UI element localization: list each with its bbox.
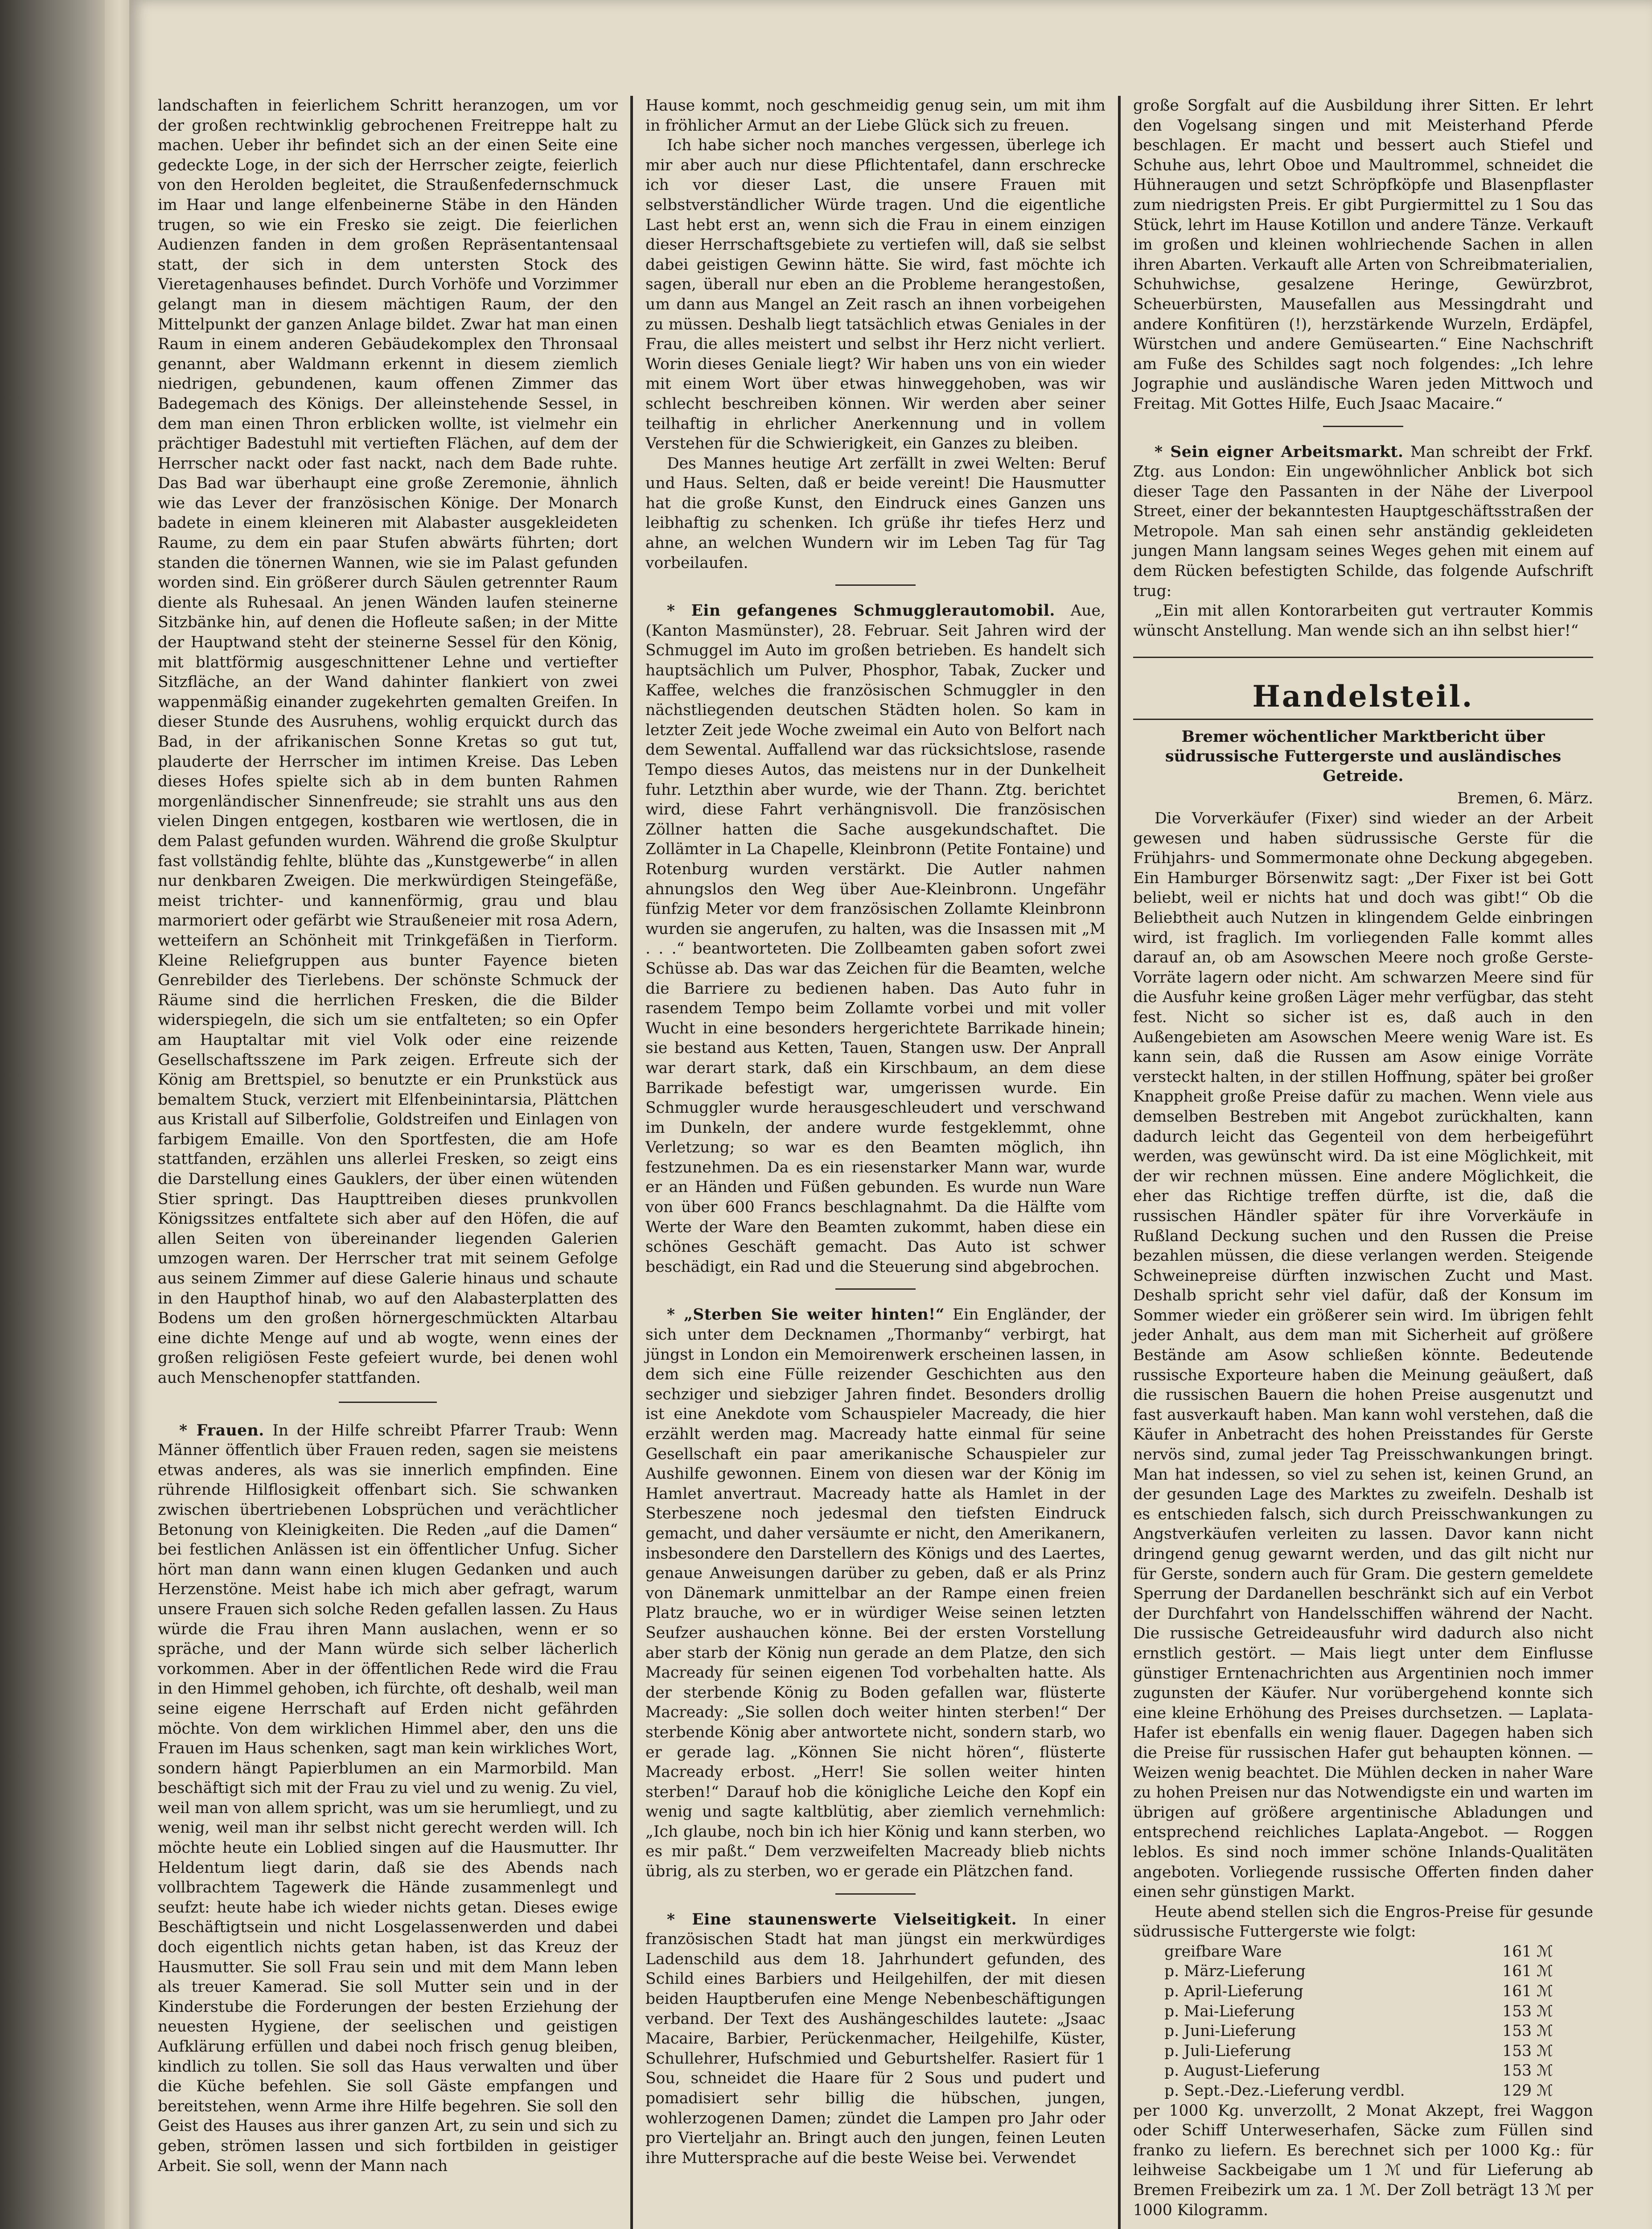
price-row: p. März-Lieferung 161 ℳ bbox=[1164, 1962, 1553, 1981]
handelsteil-heading: Handelsteil. bbox=[1252, 679, 1474, 714]
arbeitsmarkt-quote: „Ein mit allen Kontorarbeiten gut vertrauter Kommis wünscht Anstellung. Man wende sich an ihn selbst hier!“ bbox=[1133, 602, 1593, 640]
marktbericht-title: Bremer wöchentlicher Marktbericht über südrussische Futtergerste und ausländisches Getreide. bbox=[1165, 728, 1562, 785]
price-intro: Heute abend stellen sich die Engros-Preise für gesunde südrussische Futtergerste wie folgt: bbox=[1133, 1903, 1593, 1941]
sterben-article: * „Sterben Sie weiter hinten!“ Ein Engländer, der sich unter dem Decknamen „Thormanby“ verbirgt, hat jüngst in London ein Memoirenwerk erscheinen lassen, in dem sich eine Fülle reizender Geschichten aus den sechziger und siebziger Jahren findet. Besonders drollig ist eine Anekdote vom Schauspieler Macready, die hier erzählt werden mag. Macready hatte einmal für seine Gesellschaft ein paar amerikanische Schauspieler zur Aushilfe gewonnen. Einem von diesen war der König im Hamlet anvertraut. Macready hatte als Hamlet in der Sterbeszene noch jedesmal den tiefsten Eindruck gemacht, und daher versäumte er nicht, den Amerikanern, insbesondere den Darstellern des Königs und des Laertes, genaue Anweisungen darüber zu geben, daß er als Prinz von Dänemark unmittelbar an der Rampe einen freien Platz brauche, wo er in würdiger Weise seinen letzten Seufzer aushauchen könne. Bei der ersten Vorstellung aber starb der König nun gerade an dem Platze, den sich Macready für seinen eigenen Tod vorbehalten hatte. Als der sterbende König zu Boden gefallen war, flüsterte Macready: „Sie sollen doch weiter hinten sterben!“ Der sterbende König aber antwortete nicht, sondern starb, wo er gerade lag. „Können Sie nicht hören“, flüsterte Macready erbost. „Herr! Sie sollen weiter hinten sterben!“ Darauf hob die königliche Leiche den Kopf ein wenig und sagte kaltblütig, aber ziemlich vernehmlich: „Ich glaube, noch bin ich hier König und kann sterben, wo es mir paßt.“ Dem verzweifelten Macready blieb nichts übrig, als zu sterben, wo er gerade ein Plätzchen fand. bbox=[645, 1306, 1105, 1881]
price-row: p. August-Lieferung 153 ℳ bbox=[1164, 2062, 1553, 2080]
palace-article-text: landschaften in feierlichem Schritt heranzogen, um vor der großen rechtwinklig gebrochenen Freitreppe halt zu machen. Ueber ihr befindet sich an der einen Seite eine gedeckte Loge, in der sich der Herrscher zeigte, feierlich von den Herolden begleitet, die Straußenfedernschmuck im Haar und lange elfenbeinerne Stäbe in den Händen trugen, so wie ein Fresko sie zeigt. Die feierlichen Audienzen fanden in dem großen Repräsentantensaal statt, der sich in dem untersten Stock des Vieretagenhauses befindet. Durch Vorhöfe und Vorzimmer gelangt man in diesem mächtigen Raum, der den Mittelpunkt der ganzen Anlage bildet. Zwar hat man einen Raum in einem anderen Gebäudekomplex den Thronsaal genannt, aber Waldmann erkennt in diesem ziemlich niedrigen, gebundenen, kaum offenen Zimmer das Badegemach des Königs. Der alleinstehende Sessel, in dem man einen Thron erblicken wollte, ist vielmehr ein prächtiger Badestuhl mit vertieften Flächen, auf dem der Herrscher nackt oder fast nackt, nach dem Bade ruhte. Das Bad war überhaupt eine große Zeremonie, ähnlich wie das Lever der französischen Könige. Der Monarch badete in einem kleineren mit Alabaster ausgekleideten Raume, zu dem ein paar Stufen abwärts führten; dort standen die tönernen Wannen, wie sie im Palast gefunden worden sind. Ein größerer durch Säulen getrennter Raum diente als Ruhesaal. An jenen Wänden laufen steinerne Sitzbänke hin, auf denen die Hofleute saßen; in der Mitte der Hauptwand steht der steinerne Sessel für den König, mit blattförmig ausgeschnittener Lehne und vertiefter Sitzfläche, an der Wand dahinter flankiert von zwei wappenmäßig einander zugekehrten gemalten Greifen. In dieser Stunde des Ausruhens, wohlig erquickt durch das Bad, in der afrikanischen Sonne Kretas so gut tut, plauderte der Herrscher im intimen Kreise. Das Leben dieses Hofes spielte sich ab in dem bunten Rahmen morgenländischer Sinnenfreude; sie strahlt uns aus den vielen Dingen entgegen, kostbaren wie wertlosen, die in dem Palast gefunden wurden. Während die große Skulptur fast vollständig fehlte, blühte das „Kunstgewerbe“ in allen nur denkbaren Zweigen. Die merkwürdigen Steingefäße, meist trichter- und kannenförmig, grau und blau marmoriert oder gefärbt wie Straußeneier mit rosa Adern, wetteifern an Schönheit mit Trinkgefäßen in Tierform. Kleine Reliefgruppen aus bunter Fayence bieten Genrebilder des Tierlebens. Der schönste Schmuck der Räume sind die herrlichen Fresken, die die Bilder widerspiegeln, die sich um sie entfalteten; so ein Opfer am Hauptaltar mit viel Volk oder eine reizende Gesellschaftsszene im Park zeigen. Erfreute sich der König am Brettspiel, so benutzte er ein Prunkstück aus bemaltem Stuck, verziert mit Elfenbeinintarsia, Plättchen aus Kristall auf Silberfolie, Goldstreifen und Einlagen von farbigem Emaille. Von den Sportfesten, die am Hofe stattfanden, erzählen uns allerlei Fresken, so zeigt eins die Darstellung eines Gauklers, der über einen wütenden Stier springt. Das Haupttreiben dieses prunkvollen Königssitzes entfaltete sich aber auf den Höfen, die auf allen Seiten von übereinander liegenden Galerien umzogen waren. Der Herrscher trat mit seinem Gefolge aus seinem Zimmer auf diese Galerie hinaus und schaute in den Haupthof hinab, wo auf den Alabasterplatten des Bodens um den großen hörnergeschmückten Altarbau eine dichte Menge auf und ab wogte, wenn eines der großen religiösen Feste gefeiert wurde, bei denen wohl auch Menschenopfer stattfanden. bbox=[158, 97, 618, 1387]
price-row: p. Sept.-Dez.-Lieferung verdbl. 129 ℳ bbox=[1164, 2082, 1553, 2100]
schmuggler-article: * Ein gefangenes Schmugglerautomobil. Aue, (Kanton Masmünster), 28. Februar. Seit Jahren wird der Schmuggel im Auto im großen betrieben. Es handelt sich hauptsächlich um Pulver, Phosphor, Tabak, Zucker und Kaffee, welches die französischen Schmuggler in den nächstliegenden deutschen Städten holen. So kam in letzter Zeit jede Woche zweimal ein Auto von Belfort nach dem Sewental. Auffallend war das rücksichtslose, rasende Tempo dieses Autos, das meistens nur in der Dunkelheit fuhr. Letzthin aber wurde, wie der Thann. Ztg. berichtet wird, diese Fahrt verhängnisvoll. Die französischen Zöllner hatten die Sache ausgekundschaftet. Die Zollämter in La Chapelle, Kleinbronn (Petite Fontaine) und Rotenburg wurden verstärkt. Die Autler nahmen ahnungslos den Weg über Aue-Kleinbronn. Ungefähr fünfzig Meter vor dem französischen Zollamte Kleinbronn wurden sie angerufen, zu halten, was die Insassen mit „M . . .“ beantworteten. Die Zollbeamten gaben sofort zwei Schüsse ab. Das war das Zeichen für die Beamten, welche die Barriere zu bedienen haben. Das Auto fuhr in rasendem Tempo beim Zollamte vorbei und mit voller Wucht in eine besonders hergerichtete Barrikade hinein; sie bestand aus Ketten, Tauen, Stangen usw. Der Anprall war derart stark, daß ein Kirschbaum, an dem diese Barrikade befestigt war, umgerissen wurde. Ein Schmuggler wurde herausgeschleudert und verschwand im Dunkeln, der andere wurde festgeklemmt, ohne Verletzung; so war es den Beamten möglich, ihn festzunehmen. Da es ein riesenstarker Mann war, wurde er an Händen und Füßen gebunden. Es wurde nun Ware von über 600 Francs beschlagnahmt. Da die Hälfte vom Werte der Ware den Beamten zukommt, haben diese ein schönes Geschäft gemacht. Das Auto ist schwer beschädigt, ein Rad und die Steuerung sind abgebrochen. bbox=[645, 602, 1105, 1276]
dateline: Bremen, 6. März. bbox=[1457, 790, 1593, 808]
price-row: p. April-Lieferung 161 ℳ bbox=[1164, 1982, 1553, 2001]
vielseitigkeit-continued: große Sorgfalt auf die Ausbildung ihrer Sitten. Er lehrt den Vogelsang singen und mit Meisterhand Pferde beschlagen. Er macht und bessert auch Stiefel und Schuhe aus, lehrt Oboe und Maultrommel, schneidet die Hühneraugen und setzt Schröpfköpfe und Blasenpflaster zum niedrigsten Preis. Er gibt Purgiermittel zu 1 Sou das Stück, lehrt im Hause Kotillon und andere Tänze. Verkauft im großen und kleinen wohlriechende Sachen in allen ihren Abarten. Verkauft alle Arten von Schreibmaterialien, Schuhwichse, gesalzene Heringe, Gewürzbrot, Scheuerbürsten, Mausefallen aus Messingdraht und andere Konfitüren (!), herzstärkende Wurzeln, Erdäpfel, Würstchen und andere Gemüsearten.“ Eine Nachschrift am Fuße des Schildes sagt noch folgendes: „Ich lehre Jographie und ausländische Waren jeden Mittwoch und Freitag. Mit Gottes Hilfe, Euch Jsaac Macaire.“ bbox=[1133, 97, 1593, 413]
article-separator bbox=[835, 584, 916, 586]
previous-page-edge bbox=[105, 0, 129, 2229]
marktbericht-text: Die Vorverkäufer (Fixer) sind wieder an der Arbeit gewesen und haben südrussische Gerste für die Frühjahrs- und Sommermonate ohne Deckung abgegeben. Ein Hamburger Börsenwitz sagt: „Der Fixer ist bei Gott beliebt, weil er nichts hat und doch was gibt!“ Ob die Beliebtheit auch Nutzen in klingendem Gelde einbringen wird, ist fraglich. Im vorliegenden Falle kommt alles darauf an, ob am Asowschen Meere noch große Gerste-Vorräte lagern oder nicht. Am schwarzen Meere sind für die Ausfuhr keine großen Läger mehr verfügbar, das steht fest. Nicht so sicher ist es, daß auch in den Außengebieten am Asowschen Meere wenig Ware ist. Es kann sein, daß die Russen am Asow einige Vorräte versteckt halten, in der stillen Hoffnung, später bei großer Knappheit große Preise dafür zu machen. Wenn viele aus demselben Bestreben mit Angebot zurückhalten, kann dadurch leicht das Gegenteil von dem herbeigeführt werden, was gewünscht wird. Da ist eine Möglichkeit, mit der wir rechnen müssen. Eine andere Möglichkeit, die eher das Richtige treffen dürfte, ist die, daß die russischen Händler später für ihre Vorverkäufe in Rußland Deckung suchen und den Russen die Preise bezahlen müssen, die diese verlangen werden. Steigende Schweinepreise dürften inzwischen Zucht und Mast. Deshalb spricht sehr viel dafür, daß der Konsum im Sommer wieder ein größerer sein wird. Im übrigen fehlt jeder Anhalt, aus dem man mit Sicherheit auf größere Bestände am Asow schließen könnte. Bedeutende russische Exporteure haben die Meinung geäußert, daß die russischen Bauern die hohen Preise ausgenutzt und fast ausverkauft haben. Man kann wohl verstehen, daß die Käufer in Anbetracht des hohen Preisstandes für Gerste nervös sind, zumal jeder Tag Preisschwankungen bringt. Man hat indessen, so viel zu sehen ist, keinen Grund, an der gesunden Lage des Marktes zu zweifeln. Deshalb ist es entschieden falsch, sich durch Preisschwankungen zu Angstverkäufen verleiten zu lassen. Davor kann nicht dringend genug gewarnt werden, und das gilt nicht nur für Gerste, sondern auch für Gram. Die gestern gemeldete Sperrung der Dardanellen beschränkt sich auf ein Verbot der Durchfahrt von Handelsschiffen während der Nacht. Die russische Getreideausfuhr wird dadurch also nicht ernstlich gestört. — Mais liegt unter dem Einflusse günstiger Erntenachrichten aus Argentinien noch immer zugunsten der Käufer. Nur vorübergehend konnte sich eine kleine Erhöhung des Preises durchsetzen. — Laplata-Hafer ist ebenfalls ein wenig flauer. Dagegen haben sich die Preise für russischen Hafer gut behaupten können. — Weizen wenig beachtet. Die Mühlen decken in naher Ware zu hohen Preisen nur das Notwendigste ein und warten im übrigen auf größere argentinische Abladungen und entsprechend reichliches Laplata-Angebot. — Roggen leblos. Es sind noch immer schöne Inlands-Qualitäten angeboten. Vorliegende russische Offerten finden daher einen sehr günstigen Markt. bbox=[1133, 810, 1593, 1901]
column-2 bbox=[639, 96, 1112, 2229]
column-rule bbox=[630, 96, 633, 2229]
frauen-continued: Hause kommt, noch geschmeidig genug sein, um mit ihm in fröhlicher Armut an der Liebe Glück sich zu freuen. bbox=[645, 97, 1105, 135]
price-list bbox=[1133, 1942, 1593, 2101]
frauen-article: * Frauen. In der Hilfe schreibt Pfarrer Traub: Wenn Männer öffentlich über Frauen reden, sagen sie meistens etwas anderes, als was sie innerlich empfinden. Eine rührende Hilflosigkeit offenbart sich. Sie schwanken zwischen übertriebenen Lobsprüchen und verächtlicher Betonung von Kleinigkeiten. Die Reden „auf die Damen“ bei festlichen Anlässen ist ein öffentlicher Unfug. Sicher hört man dann wann einen klugen Gedanken und auch Herzenstöne. Meist habe ich mich aber gefragt, warum unsere Frauen sich solche Reden gefallen lassen. Zu Haus würde die Frau ihren Mann auslachen, wenn er so spräche, und der Mann würde sich selber lächerlich vorkommen. Aber in der öffentlichen Rede wird die Frau in den Himmel gehoben, ich fürchte, oft deshalb, weil man seine eigene Herrschaft auf Erden nicht gefährden möchte. Von dem wirklichen Himmel aber, den uns die Frauen im Haus schenken, sagt man kein wirkliches Wort, sondern hängt Papierblumen an ein Marmorbild. Man beschäftigt sich mit der Frau zu viel und zu wenig. Zu viel, weil man von allem spricht, was um sie herumliegt, und zu wenig, weil man ihr selbst nicht gerecht werden will. Ich möchte heute ein Loblied singen auf die Hausmutter. Ihr Heldentum liegt darin, daß sie des Abends nach vollbrachtem Tagewerk die Hände zusammenlegt und seufzt: heute habe ich wieder nichts getan. Dieses ewige Beschäftigtsein und nicht Losgelassenwerden und dabei doch eigentlich nichts getan haben, ist das Kreuz der Hausmutter. Sie soll Frau sein und mit dem Mann leben als treuer Kamerad. Sie soll Mutter sein und in der Kinderstube die Forderungen der besten Erziehung der neuesten Hygiene, der seelischen und geistigen Aufklärung erfüllen und dabei noch frisch genug bleiben, kindlich zu tollen. Sie soll das Haus verwalten und über die Küche befehlen. Sie soll Gäste empfangen und bereitstehen, wenn Arme ihre Hilfe begehren. Sie soll den Geist des Hauses aus ihrer ganzen Art, zu sein und sich zu geben, strömen lassen und sich fortbilden in geistiger Arbeit. Sie soll, wenn der Mann nach bbox=[158, 1421, 618, 2175]
price-row: p. Juli-Lieferung 153 ℳ bbox=[1164, 2042, 1553, 2060]
column-rule bbox=[1118, 96, 1121, 2229]
frauen-paragraph: Des Mannes heutige Art zerfällt in zwei Welten: Beruf und Haus. Selten, daß er beide vereint! Die Hausmutter hat die große Kunst, den Eindruck eines Ganzen uns leibhaftig zu schenken. Ich grüße ihr tiefes Herz und ahne, an welchen Wundern wir im Leben Tag für Tag vorbeilaufen. bbox=[645, 454, 1105, 572]
section-rule-top bbox=[1133, 657, 1593, 658]
column-3 bbox=[1127, 96, 1599, 2229]
arbeitsmarkt-article: * Sein eigner Arbeitsmarkt. Man schreibt der Frkf. Ztg. aus London: Ein ungewöhnlicher Anblick bot sich dieser Tage den Passanten in der Nähe der Liverpool Street, einer der bekanntesten Hauptgeschäftsstraßen der Metropole. Man sah einen sehr anständig gekleideten jungen Mann langsam seines Weges gehen mit einem auf dem Rücken befestigten Schilde, das folgende Aufschrift trug: bbox=[1133, 443, 1594, 600]
article-separator bbox=[1323, 426, 1403, 427]
article-separator bbox=[835, 1288, 916, 1290]
frauen-paragraph: Ich habe sicher noch manches vergessen, überlege ich mir aber auch nur diese Pflichtentafel, dann erschrecke ich vor dieser Last, die unsere Frauen mit selbstverständlicher Würde tragen. Und die eigentliche Last hebt erst an, wenn sich die Frau in einem einzigen dieser Herrschaftsgebiete zu vertiefen will, daß sie selbst dabei geistigen Gewinn hätte. Sie wird, fast möchte ich sagen, überall nur eben an die Probleme herangestoßen, um dann aus Mangel an Zeit rasch an ihnen vorbeigehen zu müssen. Deshalb liegt tatsächlich etwas Geniales in der Frau, die alles meistert und selbst ihr Herz nicht verliert. Worin dieses Geniale liegt? Wir haben uns von ein wieder mit einem Wort über etwas hinweggehoben, was wir schlecht beschreiben können. Wir werden aber seiner teilhaftig in ehrlicher Anerkennung und in vollem Verstehen für die Schwierigkeit, ein Ganzes zu bleiben. bbox=[645, 136, 1105, 453]
vielseitigkeit-article: * Eine staunenswerte Vielseitigkeit. In einer französischen Stadt hat man jüngst ein merkwürdiges Ladenschild aus dem 18. Jahrhundert gefunden, des Schild eines Barbiers und Heilgehilfen, der mit diesen beiden Hauptberufen eine Menge Nebenbeschäftigungen verband. Der Text des Aushängeschildes lautete: „Jsaac Macaire, Barbier, Perückenmacher, Heilgehilfe, Küster, Schullehrer, Hufschmied und Geburtshelfer. Rasiert für 1 Sou, schneidet die Haare für 2 Sous und pudert und pomadisiert sehr billig die hübschen, jungen, wohlerzogenen Damen; zündet die Lampen pro Jahr oder pro Vierteljahr an. Bringt auch den jungen, feinen Leuten ihre Muttersprache auf die beste Weise bei. Verwendet bbox=[645, 1910, 1105, 2167]
price-row: p. Mai-Lieferung 153 ℳ bbox=[1164, 2002, 1553, 2020]
price-row: greifbare Ware 161 ℳ bbox=[1164, 1942, 1553, 1961]
book-binding-shadow bbox=[0, 0, 105, 2229]
price-row: p. Juni-Lieferung 153 ℳ bbox=[1164, 2022, 1553, 2040]
article-columns bbox=[152, 96, 1618, 2229]
article-separator bbox=[835, 1893, 916, 1895]
price-terms: per 1000 Kg. unverzollt, 2 Monat Akzept, frei Waggon oder Schiff Unterweserhafen, Säcke zum Füllen sind franko zu liefern. Es berechnet sich per 1000 Kg.: für leihweise Sackbeigabe um 1 ℳ und für Lieferung ab Bremen Freibezirk um za. 1 ℳ. Der Zoll beträgt 13 ℳ per 1000 Kilogramm. bbox=[1133, 2102, 1593, 2219]
section-rule-bottom bbox=[1133, 719, 1593, 720]
column-1 bbox=[152, 96, 624, 2229]
article-separator bbox=[339, 1402, 437, 1403]
